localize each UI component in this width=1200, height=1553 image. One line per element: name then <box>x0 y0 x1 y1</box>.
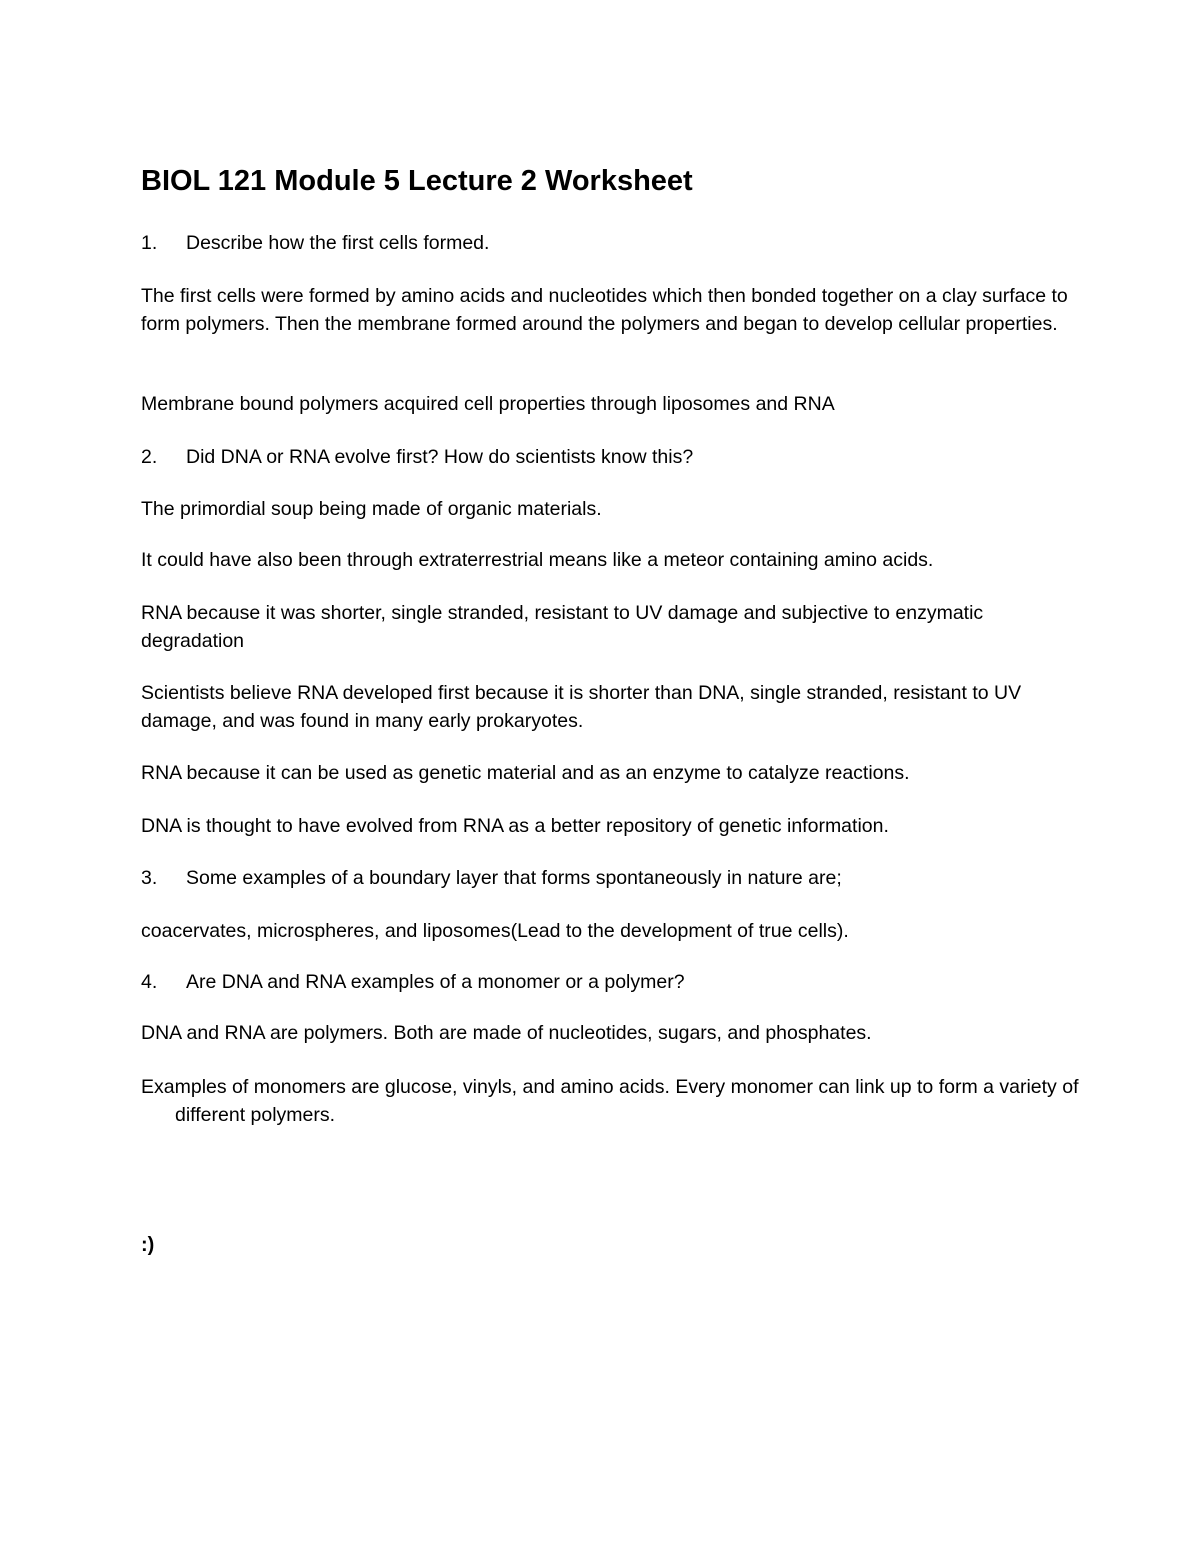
answer-2-paragraph-3: RNA because it was shorter, single stranded, resistant to UV damage and subjective to enzymatic degradation <box>141 602 984 652</box>
closing-smiley: :) <box>141 1234 155 1256</box>
question-3-text: Some examples of a boundary layer that forms spontaneously in nature are; <box>186 867 842 889</box>
answer-2-paragraph-4: Scientists believe RNA developed first because it is shorter than DNA, single stranded, resistant to UV damage, and was found in many early prokaryotes. <box>141 682 1022 732</box>
answer-2-paragraph-1: The primordial soup being made of organic materials. <box>141 498 602 520</box>
answer-4-paragraph-1: DNA and RNA are polymers. Both are made of nucleotides, sugars, and phosphates. <box>141 1022 872 1044</box>
question-1-text: Describe how the first cells formed. <box>186 232 490 254</box>
question-2-number: 2. <box>141 446 158 468</box>
question-2 <box>141 443 693 471</box>
question-4-number: 4. <box>141 971 158 993</box>
answer-1-paragraph-2: Membrane bound polymers acquired cell properties through liposomes and RNA <box>141 393 835 415</box>
answer-3-paragraph-1: coacervates, microspheres, and liposomes(Lead to the development of true cells). <box>141 920 849 942</box>
question-4 <box>141 968 685 996</box>
answer-1-paragraph-1: The first cells were formed by amino acids and nucleotides which then bonded together on a clay surface to form polymers. Then the membrane formed around the polymers and began to develop cellular properties. <box>141 285 1068 335</box>
question-1 <box>141 229 489 257</box>
question-2-text: Did DNA or RNA evolve first? How do scientists know this? <box>186 446 694 468</box>
answer-2-paragraph-5: RNA because it can be used as genetic material and as an enzyme to catalyze reactions. <box>141 762 910 784</box>
question-4-text: Are DNA and RNA examples of a monomer or a polymer? <box>186 971 685 993</box>
worksheet-title: BIOL 121 Module 5 Lecture 2 Worksheet <box>141 165 693 197</box>
answer-4-paragraph-2: Examples of monomers are glucose, vinyls, and amino acids. Every monomer can link up to form a variety of different polymers. <box>141 1076 1079 1126</box>
question-1-number: 1. <box>141 232 158 254</box>
question-3 <box>141 864 842 892</box>
answer-2-paragraph-6: DNA is thought to have evolved from RNA as a better repository of genetic information. <box>141 815 889 837</box>
answer-2-paragraph-2: It could have also been through extraterrestrial means like a meteor containing amino acids. <box>141 549 934 571</box>
question-3-number: 3. <box>141 867 158 889</box>
